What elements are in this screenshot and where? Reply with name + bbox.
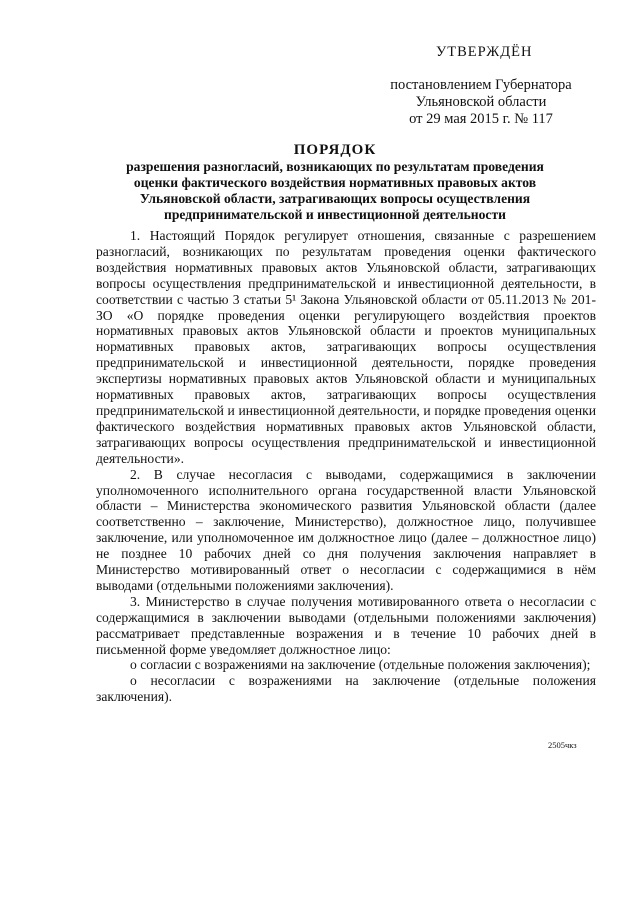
paragraph-3-option-agree: о согласии с возражениями на заключение (отдельные положения заключения); bbox=[130, 657, 591, 673]
approval-line-3: от 29 мая 2015 г. № 117 bbox=[409, 111, 553, 127]
document-title bbox=[100, 142, 570, 223]
approval-stamp bbox=[388, 44, 588, 128]
paragraph-2: 2. В случае несогласия с выводами, содержащимися в заключении уполномоченного исполнительного органа государственной власти Ульяновской области – Министерства экономического развития Ульяновской области (далее соответственно – заключение, Министерство), должностное лицо, получившее заключение, или уполномоченное им должностное лицо (далее – должностное лицо) не позднее 10 рабочих дней со дня получения заключения направляет в Министерство мотивированный ответ о несогласии с содержащимися в нём выводами (отдельными положениями заключения). bbox=[96, 466, 596, 593]
paragraph-1: 1. Настоящий Порядок регулирует отношения, связанные с разрешением разногласий, возникающих по результатам проведения оценки фактического воздействия нормативных правовых актов Ульяновской области, затрагивающих вопросы осуществления предпринимательской и инвестиционной деятельности, в соответствии с частью 3 статьи 5¹ Закона Ульяновской области от 05.11.2013 № 201-ЗО «О порядке проведения оценки регулирующего воздействия проектов нормативных правовых актов Ульяновской области и проектов муниципальных нормативных правовых актов, затрагивающих вопросы осуществления предпринимательской и инвестиционной деятельности, порядке проведения экспертизы нормативных правовых актов Ульяновской области и муниципальных нормативных правовых актов, затрагивающих вопросы осуществления предпринимательской и инвестиционной деятельности, и порядке проведения оценки фактического воздействия нормативных правовых актов Ульяновской области, затрагивающих вопросы осуществления предпринимательской и инвестиционной деятельности». bbox=[96, 228, 596, 466]
approval-heading: УТВЕРЖДЁН bbox=[436, 44, 533, 60]
approval-line-2: Ульяновской области bbox=[415, 94, 547, 110]
title-line-4: предпринимательской и инвестиционной деятельности bbox=[164, 207, 506, 222]
paragraph-3-option-disagree: о несогласии с возражениями на заключение (отдельные положения заключения). bbox=[96, 673, 596, 705]
title-line-3: Ульяновской области, затрагивающих вопросы осуществления bbox=[139, 191, 531, 206]
document-body bbox=[96, 228, 596, 705]
title-main: ПОРЯДОК bbox=[293, 142, 377, 158]
title-line-2: оценки фактического воздействия нормативных правовых актов bbox=[133, 175, 537, 190]
paragraph-3: 3. Министерство в случае получения мотивированного ответа о несогласии с содержащимися в заключении выводами (отдельными положениями заключения) рассматривает представленные возражения и в течение 10 рабочих дней в письменной форме уведомляет должностное лицо: bbox=[96, 593, 596, 657]
document-code: 2505чкз bbox=[548, 740, 577, 750]
approval-line-1: постановлением Губернатора bbox=[390, 77, 572, 93]
title-line-1: разрешения разногласий, возникающих по результатам проведения bbox=[126, 159, 544, 174]
